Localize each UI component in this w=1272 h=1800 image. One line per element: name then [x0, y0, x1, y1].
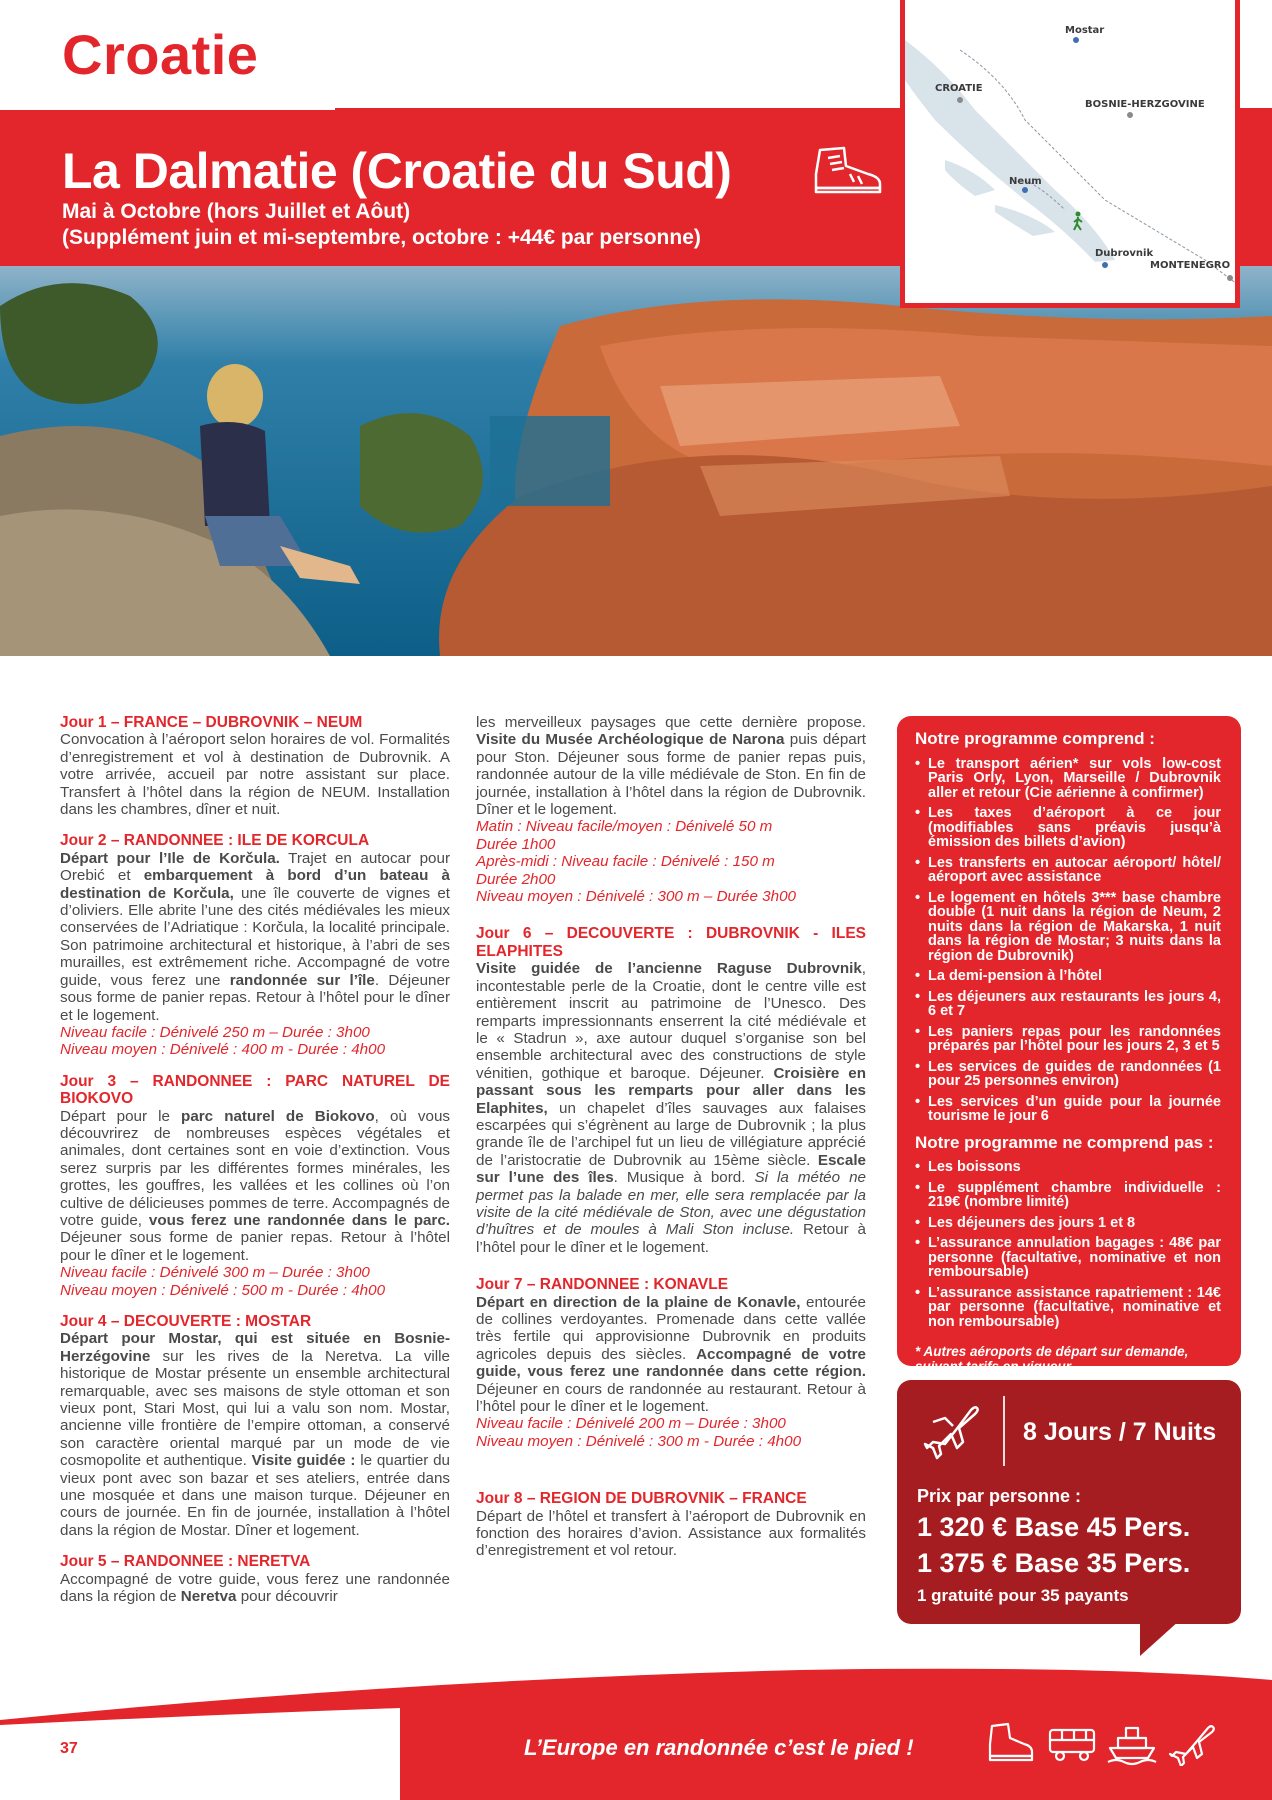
region-map: [900, 0, 1240, 308]
day-5-duration-afternoon: Durée 2h00: [476, 870, 556, 888]
page-number: 37: [60, 1740, 78, 1757]
not-included-item: • Les déjeuners des jours 1 et 8: [915, 1216, 1221, 1231]
not-included-item: • L’assurance assistance rapatriement : 14€ par personne (facultative, nominative et non remboursable): [915, 1286, 1221, 1330]
day-8-title: Jour 8 – REGION DE DUBROVNIK – FRANCE: [476, 1490, 807, 1508]
day-2-text: Départ pour l’Ile de Korčula. Trajet en autocar pour Orebić et embarquement à bord d’un bateau à destination de Korčula, une île couverte de vignes et d’oliviers. Elle abrite l’une des cités médiévales les mieux conservées de l’Adriatique : Korčula, la localité principale. Son patrimoine architectural et historique, à l’abri de ses murailles, est extrêmement riche. Accompagné de votre guide, vous ferez une randonnée sur l’île. Déjeuner sous forme de panier repas. Retour à l’hôtel pour le dîner et le logement.: [60, 849, 451, 1024]
not-included-item: • Le supplément chambre individuelle : 219€ (nombre limité): [915, 1181, 1221, 1210]
included-item: • Les déjeuners aux restaurants les jours 4, 6 et 7: [915, 990, 1221, 1019]
day-1: [60, 714, 450, 818]
day-2: [60, 832, 450, 1058]
included-item: • Le logement en hôtels 3*** base chambre double (1 nuit dans la région de Neum, 2 nuits dans la région de Makarska, 1 nuit dans la région de Mostar; 3 nuits dans la région de Dubrovnik): [915, 891, 1221, 964]
day-5-level-medium: Niveau moyen : Dénivelé : 300 m – Durée 3h00: [476, 888, 796, 906]
map-label-croatie: CROATIE: [935, 83, 983, 94]
included-item: • Les paniers repas pour les randonnées préparés par l’hôtel pour les jours 2, 3 et 5: [915, 1025, 1221, 1054]
day-5-level-afternoon: Après-midi : Niveau facile : Dénivelé : 150 m: [476, 853, 775, 871]
day-3-text: Départ pour le parc naturel de Biokovo, où vous découvrirez de nombreuses espèces végétales et animales, dont certaines sont en voie d’extinction. Vous serez surpris par les différentes formes minérales, les grottes, les gouffres, les vallées et les collines où l’on cultive de délicieuses pommes de terre. Accompagnés de votre guide, vous ferez une randonnée dans le parc. Déjeuner sous forme de panier repas. Retour à l’hôtel pour le dîner et le logement.: [60, 1107, 450, 1264]
dubrovnik-photo: [0, 266, 1272, 656]
price-label: Prix par personne :: [917, 1486, 1082, 1506]
included-item: • Les transferts en autocar aéroport/ hôtel/ aéroport avec assistance: [915, 856, 1221, 885]
price-base-45: 1 320 € Base 45 Pers.: [917, 1512, 1191, 1542]
map-label-dubrovnik: Dubrovnik: [1095, 248, 1154, 259]
day-6-text: Visite guidée de l’ancienne Raguse Dubrovnik, incontestable perle de la Croatie, dont le centre ville est entièrement inscrit au patrimoine de l’Unesco. Des remparts impressionnants enserrent la cité médiévale et le « Stadrun », axe autour duquel s’organise son bel ensemble architectural avec des constructions de style vénitien, gothique et baroque. Déjeuner. Croisière en passant sous les remparts pour aller dans les Elaphites, un chapelet d’îles sauvages aux falaises escarpées qui s’égrènent au large de Dubrovnik ; la plus grande île de l’archipel fut un lieu de villégiature apprécié de l’aristocratie de Dubrovnik au 15ème siècle. Escale sur l’une des îles. Musique à bord. Si la météo ne permet pas la balade en mer, elle sera remplacée par la visite de la cité médiévale de Ston, avec une dégustation d’huîtres et de moules à Mali Ston incluse. Retour à l’hôtel pour le dîner et le logement.: [476, 960, 866, 1256]
trip-duration: 8 Jours / 7 Nuits: [1023, 1418, 1217, 1446]
price-box: [897, 1380, 1241, 1624]
day-3: [60, 1073, 450, 1299]
not-included-item: • L’assurance annulation bagages : 48€ par personne (facultative, nominative et non remboursable): [915, 1236, 1221, 1280]
day-2-level-medium: Niveau moyen : Dénivelé : 400 m - Durée : 4h00: [60, 1041, 386, 1059]
day-5-start: [60, 1553, 450, 1605]
map-label-montenegro: MONTENEGRO: [1150, 260, 1231, 271]
bus-icon: [1046, 1720, 1098, 1766]
gratuity-note: 1 gratuité pour 35 payants: [917, 1586, 1129, 1605]
map-label-neum: Neum: [1009, 176, 1042, 187]
country-title: Croatie: [62, 23, 259, 86]
itinerary-column-left: [60, 714, 450, 1620]
not-included-title: Notre programme ne comprend pas :: [915, 1132, 1214, 1152]
supplement-subtitle: (Supplément juin et mi-septembre, octobre : +44€ par personne): [62, 226, 701, 249]
itinerary-column-right: [476, 714, 866, 1574]
day-6: [476, 925, 866, 1256]
day-7-title: Jour 7 – RANDONNEE : KONAVLE: [476, 1276, 729, 1294]
day-7-level-easy: Niveau facile : Dénivelé 200 m – Durée : 3h00: [476, 1415, 786, 1433]
day-7-level-medium: Niveau moyen : Dénivelé : 300 m - Durée : 4h00: [476, 1432, 802, 1450]
map-label-bosnie: BOSNIE-HERZGOVINE: [1085, 99, 1205, 110]
day-3-level-medium: Niveau moyen : Dénivelé : 500 m - Durée : 4h00: [60, 1281, 386, 1299]
day-7-text: Départ en direction de la plaine de Konavle, entourée de collines verdoyantes. Promenade dans cette vallée très fertile qui approvisionne Dubrovnik en produits agricoles depuis des siècles. Accompagné de votre guide, vous ferez une randonnée dans cette région. Déjeuner en cours de randonnée au restaurant. Retour à l’hôtel pour le dîner et le logement.: [476, 1293, 866, 1416]
included-item: • Le transport aérien* sur vols low-cost Paris Orly, Lyon, Marseille / Dubrovnik aller et retour (Cie aérienne à confirmer): [915, 757, 1221, 801]
included-list: [915, 757, 1221, 1124]
airplane-icon: [1166, 1720, 1218, 1766]
day-1-text: Convocation à l’aéroport selon horaires de vol. Formalités d’enregistrement et vol à destination de Dubrovnik. A votre arrivée, accueil par notre assistant sur place. Transfert à l’hôtel dans la région de NEUM. Installation dans les chambres, dîner et nuit.: [60, 731, 450, 819]
day-5-duration-morning: Durée 1h00: [476, 835, 556, 853]
day-3-title: Jour 3 – RANDONNEE : PARC NATUREL DE BIOKOVO: [60, 1072, 450, 1108]
included-item: • Les services de guides de randonnées (1 pour 25 personnes environ): [915, 1060, 1221, 1089]
hiking-boot-icon: [810, 144, 886, 196]
day-4-title: Jour 4 – DECOUVERTE : MOSTAR: [60, 1313, 312, 1330]
included-item: • Les services d’un guide pour la journée tourisme le jour 6: [915, 1095, 1221, 1124]
day-5-text-start: Accompagné de votre guide, vous ferez une randonnée dans la région de Neretva pour découvrir: [60, 1570, 450, 1606]
hiking-boot-icon: [986, 1720, 1038, 1766]
day-3-level-easy: Niveau facile : Dénivelé 300 m – Durée : 3h00: [60, 1264, 370, 1282]
day-5-title: Jour 5 – RANDONNEE : NERETVA: [60, 1553, 311, 1571]
day-8-text: Départ de l’hôtel et transfert à l’aéroport de Dubrovnik en fonction des horaires d’avion. Assistance aux formalités d’enregistrement et vol retour.: [476, 1507, 866, 1560]
day-2-level-easy: Niveau facile : Dénivelé 250 m – Durée : 3h00: [60, 1023, 370, 1041]
map-label-mostar: Mostar: [1065, 25, 1105, 36]
not-included-item: • Les boissons: [915, 1160, 1221, 1175]
day-2-title: Jour 2 – RANDONNEE : ILE DE KORCULA: [60, 832, 370, 850]
day-4: [60, 1313, 450, 1539]
day-5-text-cont: les merveilleux paysages que cette dernière propose. Visite du Musée Archéologique de Narona puis départ pour Ston. Déjeuner sous forme de panier repas puis, randonnée autour de la ville médiévale de Ston. En fin de journée, installation à l’hôtel dans la région de Dubrovnik. Dîner et le logement.: [476, 714, 866, 819]
included-box: [897, 716, 1241, 1374]
day-8: [476, 1490, 866, 1560]
day-6-title: Jour 6 – DECOUVERTE : DUBROVNIK - ILES ELAPHITES: [476, 925, 866, 960]
included-item: • La demi-pension à l’hôtel: [915, 969, 1221, 984]
ship-icon: [1106, 1720, 1158, 1766]
price-separator: [1003, 1396, 1005, 1466]
price-bubble-tail: [1140, 1620, 1180, 1656]
not-included-list: [915, 1160, 1221, 1329]
airplane-icon: [919, 1400, 981, 1462]
airport-note: * Autres aéroports de départ sur demande, suivant tarifs en vigueur: [915, 1344, 1189, 1374]
season-subtitle: Mai à Octobre (hors Juillet et Aôut): [62, 200, 411, 223]
footer-slogan: L’Europe en randonnée c’est le pied !: [524, 1735, 914, 1760]
day-4-text: Départ pour Mostar, qui est située en Bosnie-Herzégovine sur les rives de la Neretva. La ville historique de Mostar présente un ensemble architectural remarquable, avec ses maisons de style ottoman et son vieux pont, Stari Most, qui lui a valu son nom. Mostar, ancienne ville frontière de l’empire ottoman, a conservé son caractère oriental marqué par un mode de vie cosmopolite et authentique. Visite guidée : le quartier du vieux pont avec son bazar et ses ateliers, entrée dans une mosquée et dans une maison turque. Déjeuner en cours de journée. En fin de journée, installation à l’hôtel dans la région de Mostar. Dîner et logement.: [60, 1330, 450, 1539]
page-title: La Dalmatie (Croatie du Sud): [62, 143, 732, 199]
country-tab: [0, 0, 335, 110]
included-item: • Les taxes d’aéroport à ce jour (modifiables sans préavis jusqu’à émission des billets d’avion): [915, 806, 1221, 850]
price-base-35: 1 375 € Base 35 Pers.: [917, 1548, 1191, 1578]
day-5-level-morning: Matin : Niveau facile/moyen : Dénivelé 50 m: [476, 818, 773, 836]
included-title: Notre programme comprend :: [915, 729, 1155, 748]
day-5-cont: [476, 714, 866, 905]
day-1-title: Jour 1 – FRANCE – DUBROVNIK – NEUM: [60, 714, 363, 731]
day-7: [476, 1276, 866, 1450]
